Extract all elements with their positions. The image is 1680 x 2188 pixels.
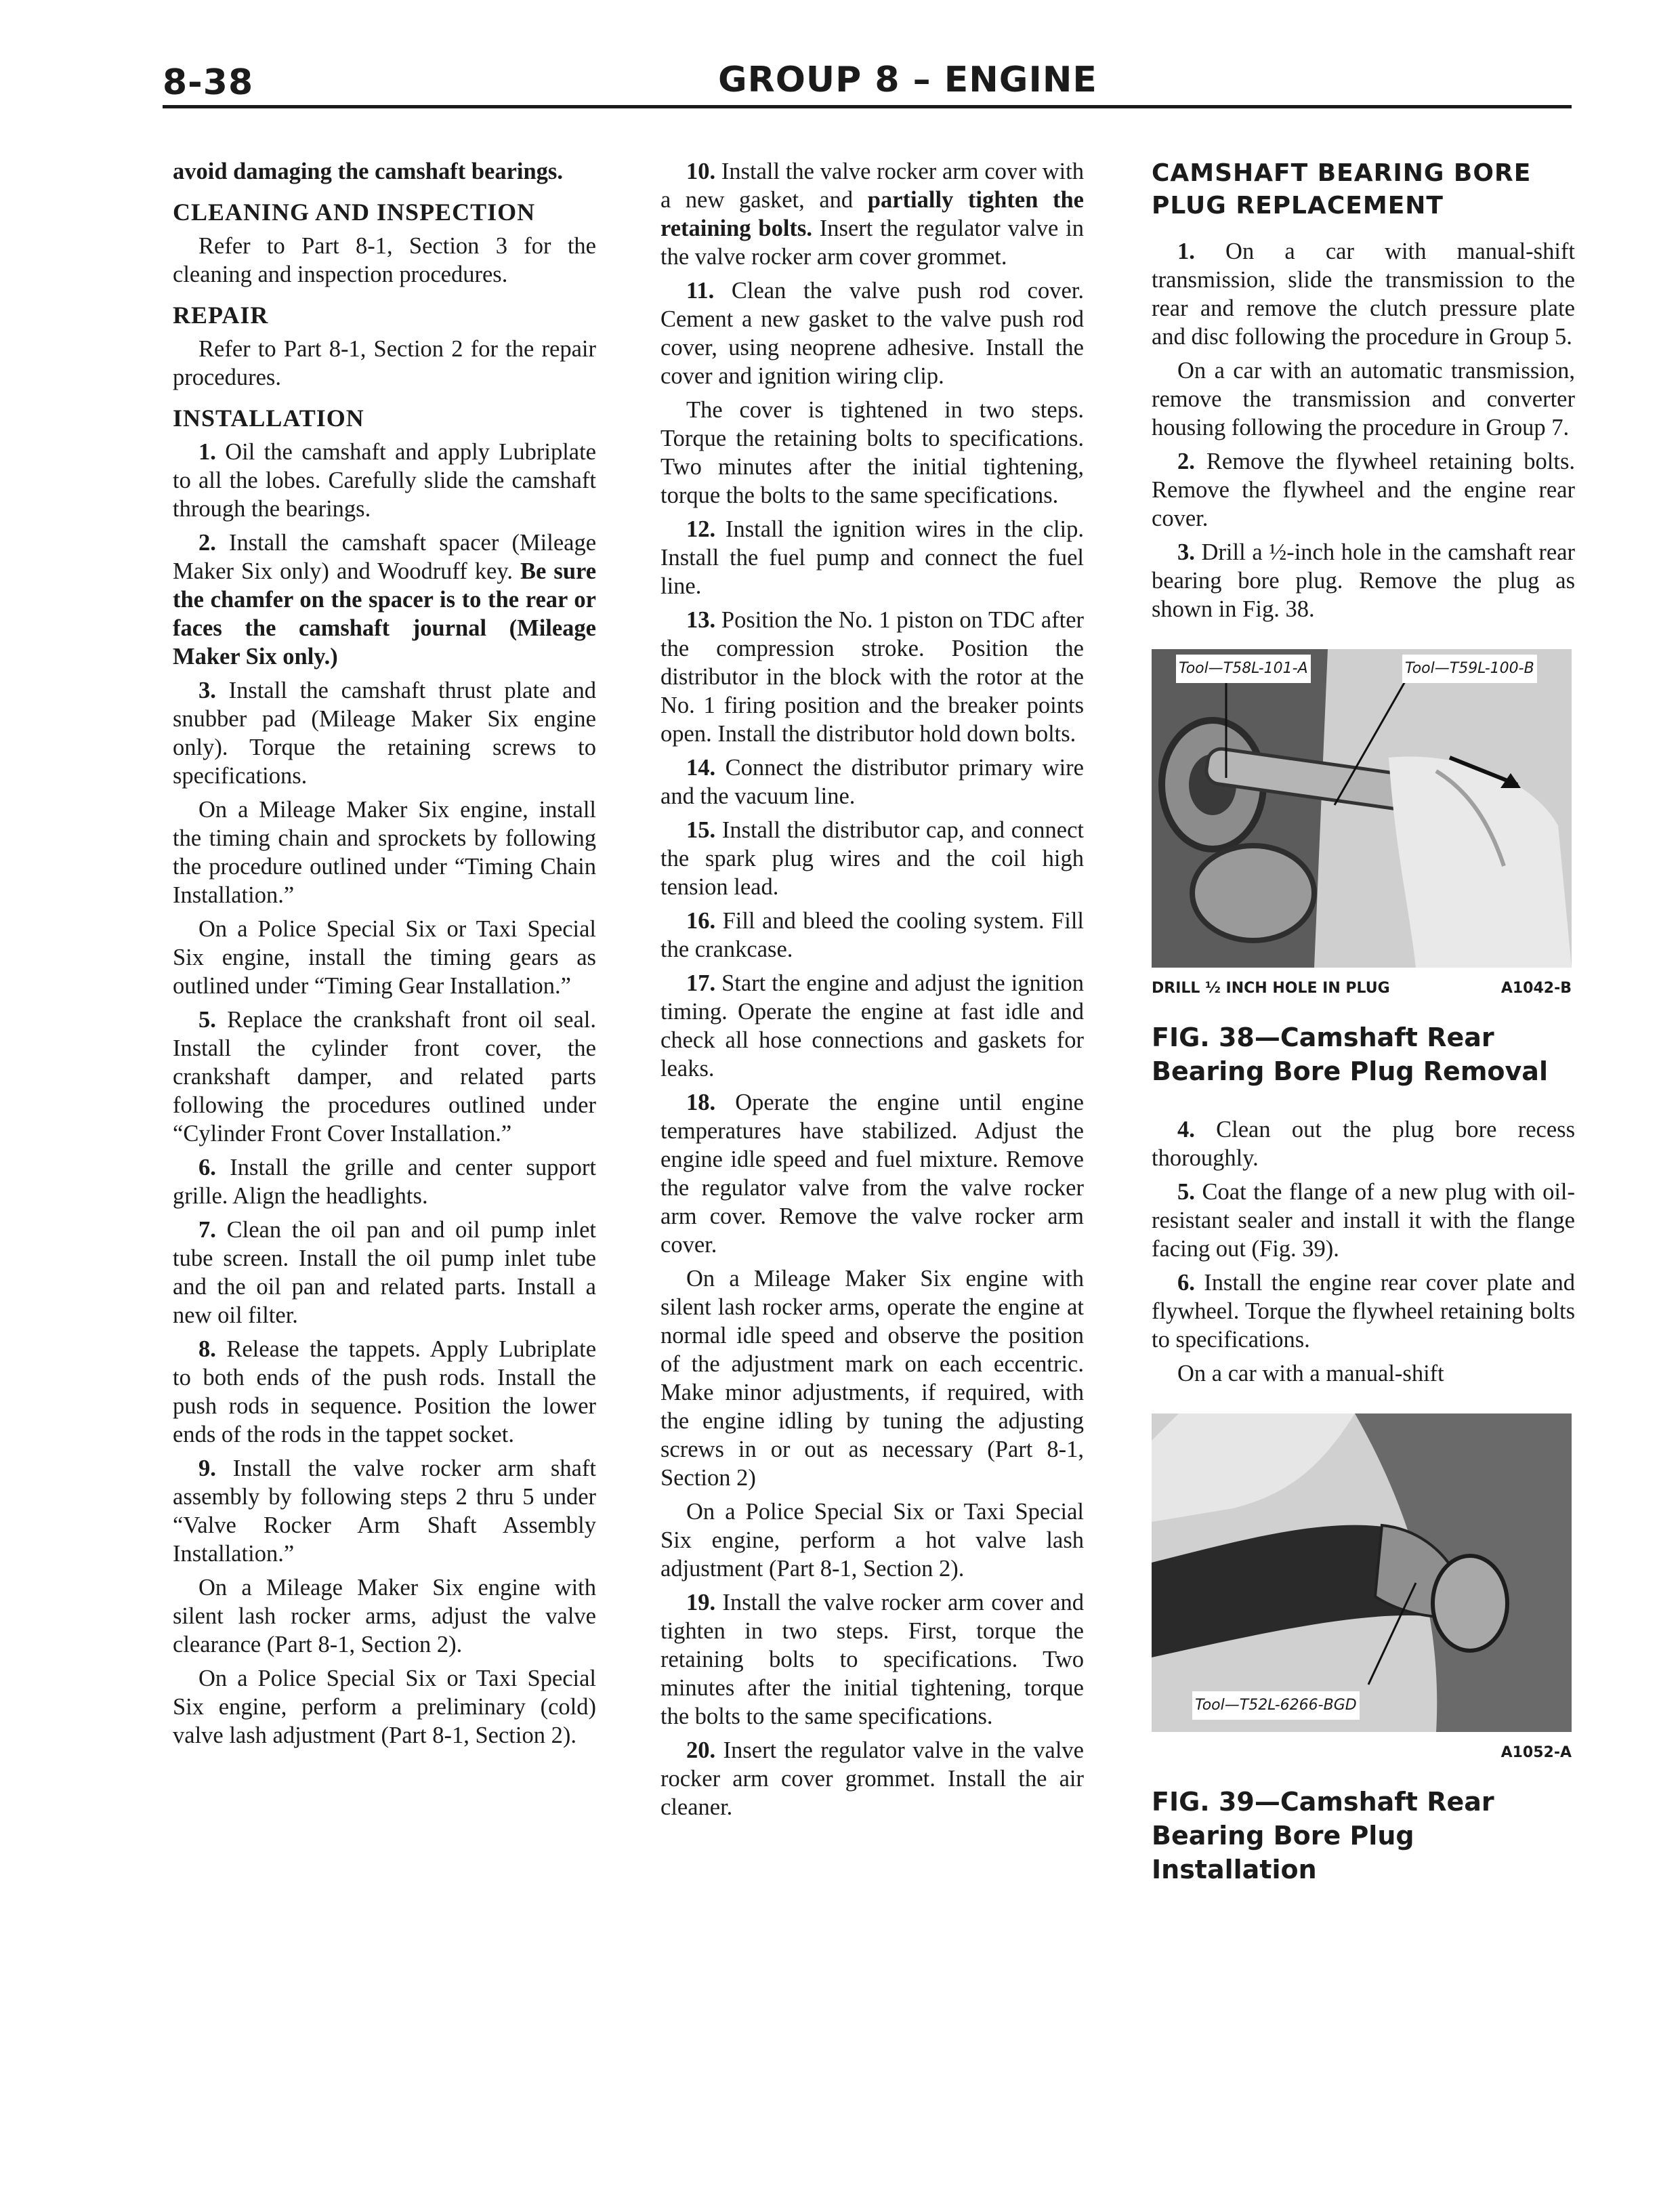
step-12 <box>660 515 1084 600</box>
step-text: Install the valve rocker arm cover and tighten in two steps. First, torque the retaining bolts to specifications. Two minutes after the initial tightening, torque the bolts to the same specifications. <box>660 1590 1084 1729</box>
step-number: 5. <box>198 1007 216 1033</box>
step-number: 8. <box>198 1336 216 1362</box>
column-2 <box>660 157 1084 1827</box>
step-16 <box>660 907 1084 964</box>
step-19 <box>660 1588 1084 1731</box>
step-number: 1. <box>1177 239 1195 264</box>
step-number: 13. <box>686 607 716 633</box>
step-text: Clean the valve push rod cover. Cement a new gasket to the valve push rod cover, using neoprene adhesive. Install the cover and ignition wiring clip. <box>660 278 1084 389</box>
step-2 <box>1152 447 1575 533</box>
step-number: 11. <box>686 278 715 304</box>
figure-39-caption: FIG. 39—Camshaft Rear Bearing Bore Plug Installation <box>1152 1787 1494 1884</box>
page-header <box>0 0 1680 119</box>
step-1 <box>173 438 596 523</box>
step-number: 19. <box>686 1590 716 1615</box>
figure-38-caption: FIG. 38—Camshaft Rear Bearing Bore Plug Removal <box>1152 1023 1548 1086</box>
step-5 <box>173 1006 596 1148</box>
figure-38 <box>1152 649 1572 1088</box>
step-number: 20. <box>686 1737 716 1763</box>
paragraph: On a Mileage Maker Six engine with silent lash rocker arms, adjust the valve clearance (Part 8-1, Section 2). <box>173 1575 596 1657</box>
figure-38-footer <box>1152 974 1572 1003</box>
step-6 <box>173 1153 596 1210</box>
step-number: 18. <box>686 1090 716 1115</box>
step-text: Connect the distributor primary wire and the vacuum line. <box>660 755 1084 809</box>
step-text: Insert the regulator valve in the valve rocker arm cover grommet. <box>660 215 1084 270</box>
step-11 <box>660 276 1084 390</box>
paragraph: On a car with an automatic transmission, remove the transmission and converter housing following the procedure in Group 7. <box>1152 358 1575 440</box>
step-number: 4. <box>1177 1117 1195 1142</box>
step-text: Coat the flange of a new plug with oil-resistant sealer and install it with the flange facing out (Fig. 39). <box>1152 1179 1576 1262</box>
step-text: Oil the camshaft and apply Lubriplate to all the lobes. Carefully slide the camshaft through the bearings. <box>173 439 596 522</box>
header-rule <box>163 105 1572 108</box>
camshaft-plug-removal-illustration <box>1152 649 1572 968</box>
step-number: 2. <box>198 530 216 556</box>
step-number: 9. <box>198 1456 216 1481</box>
step-text: Fill and bleed the cooling system. Fill the crankcase. <box>660 908 1084 962</box>
figure-38-note: DRILL ½ INCH HOLE IN PLUG <box>1152 980 1390 997</box>
figure-38-code: A1042-B <box>1500 980 1572 997</box>
figure-39-photo <box>1152 1413 1572 1732</box>
step-4 <box>1152 1115 1575 1172</box>
paragraph-repair: Refer to Part 8-1, Section 2 for the repair procedures. <box>173 336 596 390</box>
paragraph: On a Mileage Maker Six engine with silent lash rocker arms, operate the engine at normal idle speed and observe the position of the adjustment mark on each eccentric. Make minor adjustments, if required, with the engine idling by tuning the adjusting screws in or out as necessary (Part 8-1, Section 2) <box>660 1266 1084 1491</box>
step-3 <box>1152 538 1575 623</box>
figure-39-footer <box>1152 1739 1572 1767</box>
step-text: Install the distributor cap, and connect the spark plug wires and the coil high tension lead. <box>660 817 1085 900</box>
figure-39 <box>1152 1413 1572 1886</box>
column-1 <box>173 157 596 1755</box>
step-number: 6. <box>1177 1270 1195 1296</box>
paragraph: On a Police Special Six or Taxi Special Six engine, perform a hot valve lash adjustment (Part 8-1, Section 2). <box>660 1499 1084 1582</box>
step-text: Install the ignition wires in the clip. Install the fuel pump and connect the fuel line. <box>660 516 1085 599</box>
step-10 <box>660 157 1084 271</box>
step-text: Operate the engine until engine temperatures have stabilized. Adjust the engine idle speed and fuel mixture. Remove the regulator valve from the valve rocker arm cover. Remove the valve rocker arm cover. <box>660 1090 1084 1258</box>
page-number: 8-38 <box>163 62 254 103</box>
step-text: Start the engine and adjust the ignition timing. Operate the engine at fast idle and check all hose connections and gaskets for leaks. <box>660 970 1084 1081</box>
heading-cleaning: CLEANING AND INSPECTION <box>173 199 536 226</box>
step-number: 3. <box>198 678 216 703</box>
step-number: 14. <box>686 755 716 781</box>
step-text: Insert the regulator valve in the valve rocker arm cover grommet. Install the air cleaner. <box>660 1737 1084 1820</box>
step-number: 15. <box>686 817 716 843</box>
step-number: 17. <box>686 970 716 996</box>
step-17 <box>660 969 1084 1083</box>
step-text: Install the valve rocker arm cover with a new gasket, and <box>660 159 1085 213</box>
paragraph: The cover is tightened in two steps. Torque the retaining bolts to specifications. Two minutes after the initial tightening, torque the bolts to the same specifications. <box>660 397 1084 508</box>
tool-label-b: Tool—T59L-100-B <box>1402 655 1537 683</box>
step-number: 7. <box>198 1217 216 1243</box>
tool-label: Tool—T52L-6266-BGD <box>1192 1691 1360 1720</box>
step-number: 1. <box>198 439 216 465</box>
step-text: Install the valve rocker arm shaft assembly by following steps 2 thru 5 under “Valve Rocker Arm Shaft Assembly Installation.” <box>173 1456 596 1567</box>
step-number: 6. <box>198 1155 216 1180</box>
figure-39-code: A1052-A <box>1500 1744 1572 1761</box>
camshaft-plug-install-illustration <box>1152 1413 1572 1732</box>
step-18 <box>660 1088 1084 1259</box>
step-6 <box>1152 1268 1575 1354</box>
figure-38-photo <box>1152 649 1572 968</box>
paragraph-cleaning: Refer to Part 8-1, Section 3 for the cleaning and inspection procedures. <box>173 233 596 287</box>
step-1 <box>1152 237 1575 351</box>
section-heading: CAMSHAFT BEARING BORE PLUG REPLACEMENT <box>1152 159 1532 220</box>
step-text: Install the grille and center support grille. Align the headlights. <box>173 1155 597 1209</box>
tool-label-a: Tool—T58L-101-A <box>1176 655 1311 683</box>
step-text: Clean out the plug bore recess thoroughly. <box>1152 1117 1575 1171</box>
step-8 <box>173 1335 596 1449</box>
step-20 <box>660 1736 1084 1821</box>
step-text: Clean the oil pan and oil pump inlet tube screen. Install the oil pump inlet tube and the oil pan and related parts. Install a new oil filter. <box>173 1217 596 1328</box>
step-warning: Be sure the chamfer on the spacer is to the rear or faces the camshaft journal (Mileage Maker Six only.) <box>173 558 597 669</box>
step-text: Install the engine rear cover plate and flywheel. Torque the flywheel retaining bolts to specifications. <box>1152 1270 1576 1353</box>
step-text: Remove the flywheel retaining bolts. Remove the flywheel and the engine rear cover. <box>1152 449 1575 531</box>
heading-repair: REPAIR <box>173 302 269 329</box>
intro-text: avoid damaging the camshaft bearings. <box>173 159 563 184</box>
step-text: Drill a ½-inch hole in the camshaft rear bearing bore plug. Remove the plug as shown in Fig. 38. <box>1152 539 1575 622</box>
step-3 <box>173 676 596 790</box>
group-title: GROUP 8 – ENGINE <box>718 60 1097 100</box>
paragraph: On a car with a manual-shift <box>1177 1361 1444 1386</box>
step-number: 12. <box>686 516 716 542</box>
step-text: Release the tappets. Apply Lubriplate to both ends of the push rods. Install the push rods in sequence. Position the lower ends of the rods in the tappet socket. <box>173 1336 597 1447</box>
step-7 <box>173 1216 596 1329</box>
step-number: 5. <box>1177 1179 1195 1205</box>
step-text: Position the No. 1 piston on TDC after the compression stroke. Position the distributor in the block with the rotor at the No. 1 firing position and the breaker points open. Install the distributor hold down bolts. <box>660 607 1085 747</box>
paragraph: On a Police Special Six or Taxi Special Six engine, install the timing gears as outlined under “Timing Gear Installation.” <box>173 916 596 999</box>
step-number: 16. <box>686 908 716 934</box>
step-14 <box>660 754 1084 810</box>
step-2 <box>173 529 596 671</box>
step-13 <box>660 606 1084 748</box>
column-3 <box>1152 157 1575 1914</box>
step-number: 3. <box>1177 539 1195 565</box>
paragraph: On a Mileage Maker Six engine, install the timing chain and sprockets by following the procedure outlined under “Timing Chain Installation.” <box>173 797 596 908</box>
step-emphasis: partially tighten the retaining bolts. <box>660 187 1084 241</box>
step-text: Install the camshaft spacer (Mileage Maker Six only) and Woodruff key. <box>173 530 597 584</box>
step-number: 10. <box>686 159 716 184</box>
step-number: 2. <box>1177 449 1195 474</box>
step-9 <box>173 1454 596 1568</box>
paragraph: On a Police Special Six or Taxi Special Six engine, perform a preliminary (cold) valve lash adjustment (Part 8-1, Section 2). <box>173 1666 596 1748</box>
step-text: Replace the crankshaft front oil seal. Install the cylinder front cover, the crankshaft damper, and related parts following the procedures outlined under “Cylinder Front Cover Installation.” <box>173 1007 597 1147</box>
step-text: On a car with manual-shift transmission, slide the transmission to the rear and remove the clutch pressure plate and disc following the procedure in Group 5. <box>1152 239 1576 350</box>
step-15 <box>660 816 1084 901</box>
step-text: Install the camshaft thrust plate and snubber pad (Mileage Maker Six engine only). Torque the retaining screws to specifications. <box>173 678 596 789</box>
heading-installation: INSTALLATION <box>173 405 364 432</box>
step-5 <box>1152 1178 1575 1263</box>
